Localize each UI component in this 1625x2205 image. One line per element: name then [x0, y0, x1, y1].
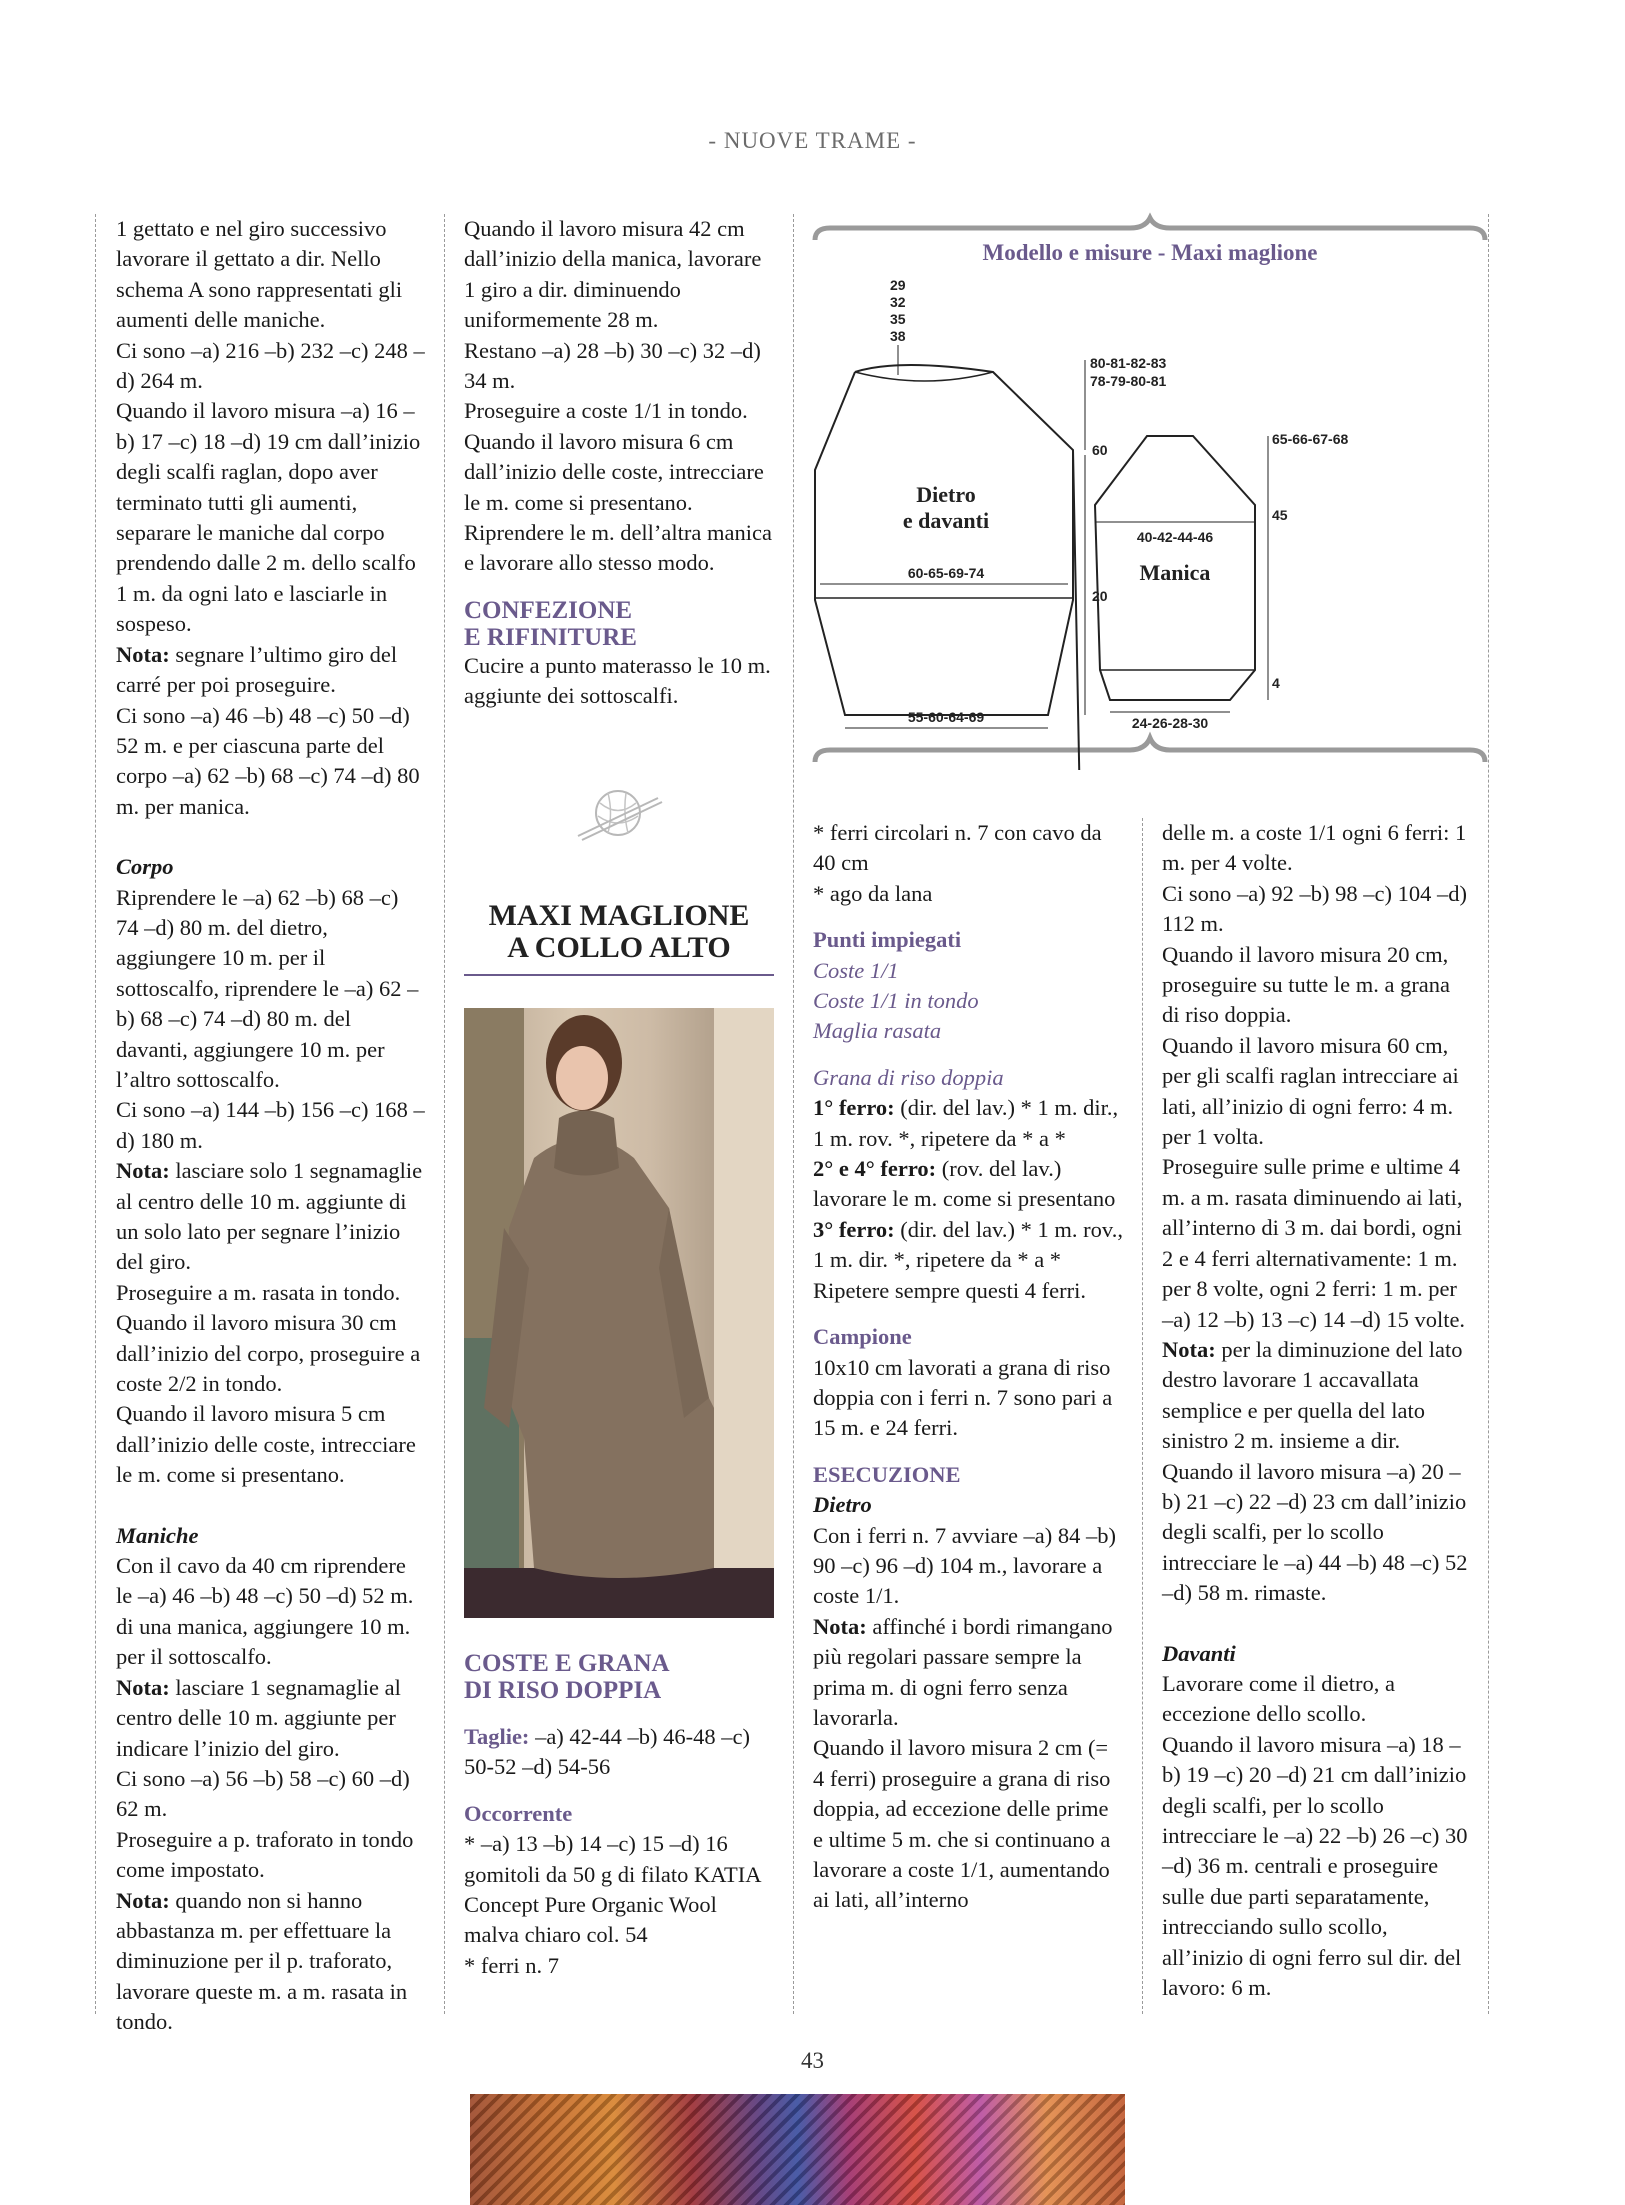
paragraph: Quando il lavoro misura 6 cm dall’inizio delle coste, intrecciare le m. come si presentano.	[464, 428, 764, 515]
paragraph: Proseguire a m. rasata in tondo.	[116, 1279, 401, 1305]
section-title-esecuzione: ESECUZIONE	[813, 1461, 961, 1487]
paragraph: Quando il lavoro misura 20 cm, proseguire su tutte le m. a grana di riso doppia.	[1162, 941, 1451, 1028]
running-header: - NUOVE TRAME -	[708, 128, 917, 153]
schematic-diagram	[810, 210, 1490, 770]
sleeve-length-value: 45	[1272, 507, 1288, 523]
model-photo	[464, 1008, 774, 1618]
sleeve-width-value: 40-42-44-46	[1136, 529, 1214, 545]
paragraph: Riprendere le m. dell’altra manica e lavorare allo stesso modo.	[464, 520, 772, 576]
row-label: 1° ferro:	[813, 1095, 895, 1121]
sleeve-label: Manica	[1139, 560, 1211, 585]
body-label-2: e davanti	[902, 508, 990, 533]
note-label: Nota:	[813, 1613, 867, 1639]
section-title-confezione-2: E RIFINITURE	[464, 623, 637, 651]
row-label: 2° e 4° ferro:	[813, 1156, 937, 1182]
paragraph: Riprendere le –a) 62 –b) 68 –c) 74 –d) 80 m. del dietro, aggiungere 10 m. per il sottoscalfo, riprendere le –a) 62 –b) 68 –c) 74 –d) 80 m. del davanti, aggiungere 10 m. per l’altro sottoscalfo.	[116, 884, 419, 1092]
paragraph: Lavorare come il dietro, a eccezione dello scollo.	[1162, 1670, 1396, 1727]
paragraph: 1 gettato e nel giro successivo lavorare il gettato a dir. Nello schema A sono rappresentati gli aumenti delle maniche.	[116, 216, 403, 333]
paragraph: Ci sono –a) 56 –b) 58 –c) 60 –d) 62 m.	[116, 1765, 410, 1822]
sleeve-cuff-value: 24-26-28-30	[1131, 715, 1209, 731]
column-rule	[793, 214, 794, 2014]
paragraph: Restano –a) 28 –b) 30 –c) 32 –d) 34 m.	[464, 337, 761, 394]
sleeve-top-value: 65-66-67-68	[1272, 431, 1349, 447]
yarn-texture-strip	[470, 2094, 1125, 2205]
stitch-item: Maglia rasata	[813, 1018, 942, 1044]
body-label-1: Dietro	[916, 482, 976, 507]
diagram-top-brace	[815, 218, 1485, 240]
row-text: (dir. del lav.) * 1 m. dir., 1 m. rov. *, ripetere da * a *	[813, 1095, 1119, 1151]
note-text: per la diminuzione del lato destro lavorare 1 accavallata semplice e per quella del lato sinistro 2 m. insieme a dir.	[1162, 1336, 1463, 1454]
note-label: Nota:	[116, 1887, 170, 1913]
title-underline	[464, 974, 774, 976]
yarn-ball-icon	[568, 778, 668, 848]
column-2-lower	[464, 1650, 774, 1981]
paragraph: Quando il lavoro misura 60 cm, per gli scalfi raglan intrecciare ai lati, all’inizio di ogni ferro: 4 m. per 1 volta.	[1162, 1032, 1459, 1150]
article-title-line-1: MAXI MAGLIONE	[488, 899, 750, 932]
column-2	[464, 214, 774, 712]
diagram-title: Modello e misure - Maxi maglione	[982, 240, 1318, 265]
paragraph: Ci sono –a) 92 –b) 98 –c) 104 –d) 112 m.	[1162, 880, 1467, 937]
paragraph	[813, 1154, 1123, 1215]
paragraph	[813, 1215, 1123, 1276]
paragraph	[116, 1886, 426, 2038]
body-hem-value: 55-60-64-69	[907, 709, 985, 725]
paragraph	[1162, 1335, 1472, 1457]
note-label: Nota:	[116, 641, 170, 667]
paragraph	[116, 1673, 426, 1764]
list-item: * ago da lana	[813, 880, 933, 906]
article-title	[464, 900, 774, 964]
section-title-grana: Grana di riso doppia	[813, 1064, 1004, 1090]
note-label: Nota:	[116, 1158, 170, 1184]
row-text: (dir. del lav.) * 1 m. rov., 1 m. dir. *, ripetere da * a *	[813, 1216, 1123, 1273]
note-label: Nota:	[116, 1674, 170, 1700]
column-4	[1162, 818, 1472, 2003]
paragraph: 10x10 cm lavorati a grana di riso doppia con i ferri n. 7 sono pari a 15 m. e 24 ferri.	[813, 1354, 1113, 1441]
note-label: Nota:	[1162, 1336, 1216, 1362]
paragraph: Quando il lavoro misura –a) 18 –b) 19 –c) 20 –d) 21 cm dall’inizio degli scalfi, per lo scollo intrecciare le –a) 22 –b) 26 –c) 30 –d) 36 m. centrali e proseguire sulle due parti separatamente, intrecciando sullo scollo, all’inizio di ogni ferro sul dir. del lavoro: 6 m.	[1162, 1731, 1468, 2001]
section-title-coste-2: DI RISO DOPPIA	[464, 1677, 662, 1704]
column-rule	[444, 214, 445, 2014]
section-title-coste: COSTE E GRANA	[464, 1650, 670, 1677]
body-rib-value: 20	[1092, 588, 1108, 604]
paragraph: delle m. a coste 1/1 ogni 6 ferri: 1 m. per 4 volte.	[1162, 820, 1467, 876]
row-text: (rov. del lav.) lavorare le m. come si presentano	[813, 1156, 1116, 1212]
paragraph: Proseguire sulle prime e ultime 4 m. a m. rasata diminuendo ai lati, all’interno di 3 m. dai bordi, ogni 2 e 4 ferri alternativamente: 1 m. per 8 volte, ogni 2 ferri: 1 m. per –a) 12 –b) 13 –c) 14 –d) 15 volte.	[1162, 1154, 1466, 1332]
stitch-item: Coste 1/1	[813, 957, 899, 983]
section-title-punti: Punti impiegati	[813, 927, 962, 953]
note-text: lasciare 1 segnamaglie al centro delle 10 m. aggiunte per indicare l’inizio del giro.	[116, 1674, 401, 1761]
section-title-campione: Campione	[813, 1324, 912, 1350]
paragraph	[464, 1722, 774, 1783]
paragraph: Ripetere sempre questi 4 ferri.	[813, 1277, 1087, 1303]
neck-size-2: 32	[890, 294, 906, 310]
column-rule	[1142, 818, 1143, 2014]
column-3	[813, 818, 1123, 1916]
neck-size-1: 29	[890, 277, 906, 293]
section-title-davanti: Davanti	[1162, 1640, 1236, 1666]
paragraph: Quando il lavoro misura 2 cm (= 4 ferri) proseguire a grana di riso doppia, ad eccezione delle prime e ultime 5 m. che si continuano a lavorare a coste 1/1, aumentando ai lati, all’interno	[813, 1735, 1111, 1913]
note-text: segnare l’ultimo giro del carré per poi proseguire.	[116, 641, 398, 698]
paragraph: Quando il lavoro misura 5 cm dall’inizio delle coste, intrecciare le m. come si presentano.	[116, 1401, 416, 1488]
article-title-line-2: A COLLO ALTO	[507, 931, 731, 964]
paragraph: Con i ferri n. 7 avviare –a) 84 –b) 90 –c) 96 –d) 104 m., lavorare a coste 1/1.	[813, 1522, 1117, 1609]
neck-size-4: 38	[890, 328, 906, 344]
list-item: * ferri n. 7	[464, 1952, 559, 1978]
section-title-maniche: Maniche	[116, 1522, 199, 1548]
paragraph: Con il cavo da 40 cm riprendere le –a) 46 –b) 48 –c) 50 –d) 52 m. di una manica, aggiungere 10 m. per il sottoscalfo.	[116, 1553, 414, 1670]
column-1	[116, 214, 426, 2038]
paragraph: Ci sono –a) 216 –b) 232 –c) 248 –d) 264 m.	[116, 337, 425, 394]
paragraph: Quando il lavoro misura –a) 16 –b) 17 –c) 18 –d) 19 cm dall’inizio degli scalfi raglan, dopo aver terminato tutti gli aumenti, separare le maniche dal corpo prendendo dalle 2 m. dello scalfo 1 m. da ogni lato e lasciarle in sospeso.	[116, 398, 421, 637]
section-title-dietro: Dietro	[813, 1492, 872, 1518]
paragraph: Quando il lavoro misura 42 cm dall’inizio della manica, lavorare 1 giro a dir. diminuendo uniformemente 28 m.	[464, 216, 762, 333]
taglie-label: Taglie:	[464, 1724, 530, 1749]
raglan-value-1: 80-81-82-83	[1090, 355, 1167, 371]
neck-size-3: 35	[890, 311, 906, 327]
paragraph: Quando il lavoro misura –a) 20 –b) 21 –c) 22 –d) 23 cm dall’inizio degli scalfi, per lo scollo intrecciare le –a) 44 –b) 48 –c) 52 –d) 58 m. rimaste.	[1162, 1458, 1468, 1606]
paragraph	[813, 1093, 1123, 1154]
body-width-value: 60-65-69-74	[907, 565, 985, 581]
note-text: lasciare solo 1 segnamaglie al centro delle 10 m. aggiunte di un solo lato per segnare l’inizio del giro.	[116, 1158, 423, 1275]
row-label: 3° ferro:	[813, 1216, 895, 1242]
section-title-confezione: CONFEZIONE	[464, 596, 633, 624]
note-text: affinché i bordi rimangano più regolari passare sempre la prima m. di ogni ferro senza lavorarla.	[813, 1613, 1113, 1730]
paragraph	[116, 640, 426, 701]
paragraph: Cucire a punto materasso le 10 m. aggiunte dei sottoscalfi.	[464, 652, 771, 709]
paragraph	[116, 1156, 426, 1278]
body-height-value: 60	[1092, 442, 1108, 458]
paragraph	[813, 1612, 1123, 1734]
stitch-item: Coste 1/1 in tondo	[813, 988, 979, 1014]
paragraph: Ci sono –a) 46 –b) 48 –c) 50 –d) 52 m. e per ciascuna parte del corpo –a) 62 –b) 68 –c) 74 –d) 80 m. per manica.	[116, 702, 420, 819]
column-rule	[95, 214, 96, 2014]
section-title-corpo: Corpo	[116, 854, 174, 880]
list-item: * ferri circolari n. 7 con cavo da 40 cm	[813, 820, 1102, 876]
list-item: * –a) 13 –b) 14 –c) 15 –d) 16 gomitoli da 50 g di filato KATIA Concept Pure Organic Wool malva chiaro col. 54	[464, 1831, 761, 1948]
paragraph: Ci sono –a) 144 –b) 156 –c) 168 –d) 180 m.	[116, 1097, 425, 1153]
note-text: quando non si hanno abbastanza m. per effettuare la diminuzione per il p. traforato, lavorare queste m. a m. rasata in tondo.	[116, 1887, 408, 2035]
diagram-bottom-brace	[815, 738, 1485, 762]
paragraph: Quando il lavoro misura 30 cm dall’inizio del corpo, proseguire a coste 2/2 in tondo.	[116, 1310, 421, 1397]
section-title-occorrente: Occorrente	[464, 1800, 573, 1826]
taglie-text: –a) 42-44 –b) 46-48 –c) 50-52 –d) 54-56	[464, 1724, 750, 1780]
paragraph: Proseguire a p. traforato in tondo come impostato.	[116, 1826, 414, 1883]
sleeve-cuff-height-value: 4	[1272, 675, 1280, 691]
page-number: 43	[801, 2048, 824, 2073]
paragraph: Proseguire a coste 1/1 in tondo.	[464, 398, 748, 424]
raglan-value-2: 78-79-80-81	[1090, 373, 1167, 389]
